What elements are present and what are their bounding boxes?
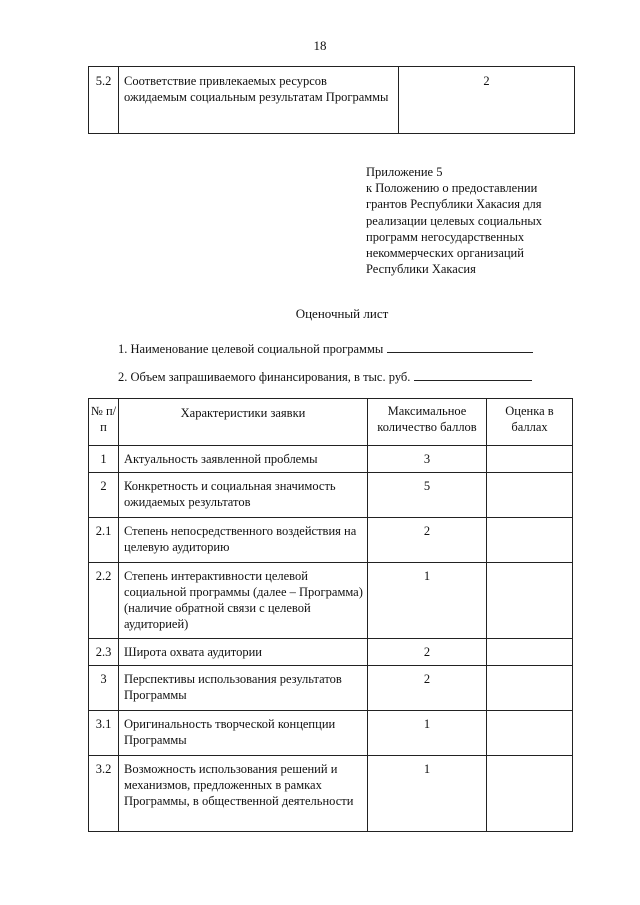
- row-evaluation-cell[interactable]: [487, 711, 573, 756]
- evaluation-table: [88, 398, 573, 832]
- row-characteristic: Возможность использования решений и механизмов, предложенных в рамках Программы, в общественной деятельности: [119, 756, 368, 832]
- table-row: [89, 639, 573, 666]
- row-evaluation-cell[interactable]: [487, 473, 573, 518]
- row-number: 3.2: [89, 756, 119, 832]
- row-text: Соответствие привлекаемых ресурсов ожидаемым социальным результатам Программы: [119, 67, 399, 134]
- row-number: 2.3: [89, 639, 119, 666]
- row-number: 1: [89, 446, 119, 473]
- funding-field: [118, 368, 532, 385]
- header-number: № п/п: [89, 399, 119, 446]
- table-header-row: [89, 399, 573, 446]
- funding-label: 2. Объем запрашиваемого финансирования, в тыс. руб.: [118, 370, 411, 384]
- table-row: [89, 563, 573, 639]
- table-row: [89, 67, 575, 134]
- row-characteristic: Конкретность и социальная значимость ожидаемых результатов: [119, 473, 368, 518]
- row-max-score: 1: [368, 563, 487, 639]
- table-row: [89, 711, 573, 756]
- row-evaluation-cell[interactable]: [487, 639, 573, 666]
- funding-blank[interactable]: [414, 368, 532, 381]
- table-row: [89, 666, 573, 711]
- appendix-line: к Положению о предоставлении: [366, 181, 538, 196]
- row-characteristic: Степень непосредственного воздействия на целевую аудиторию: [119, 518, 368, 563]
- row-evaluation-cell[interactable]: [487, 563, 573, 639]
- table-row: [89, 446, 573, 473]
- header-max-score: Максимальное количество баллов: [368, 399, 487, 446]
- row-characteristic: Перспективы использования результатов Программы: [119, 666, 368, 711]
- continuation-table: [88, 66, 575, 134]
- appendix-line: некоммерческих организаций: [366, 246, 524, 261]
- appendix-line: Приложение 5: [366, 165, 443, 179]
- sheet-title: Оценочный лист: [295, 306, 389, 321]
- row-evaluation-cell[interactable]: [487, 756, 573, 832]
- appendix-header: [366, 164, 596, 277]
- appendix-line: грантов Республики Хакасия для: [366, 197, 542, 212]
- row-evaluation-cell[interactable]: [487, 666, 573, 711]
- row-max-score: 1: [368, 756, 487, 832]
- appendix-line: программ негосударственных: [366, 229, 525, 244]
- program-name-blank[interactable]: [387, 340, 533, 353]
- program-name-field: [118, 340, 533, 357]
- row-evaluation-cell[interactable]: [487, 446, 573, 473]
- row-number: 2.2: [89, 563, 119, 639]
- row-number: 2: [89, 473, 119, 518]
- row-number: 3.1: [89, 711, 119, 756]
- row-max-score: 3: [368, 446, 487, 473]
- program-name-label: 1. Наименование целевой социальной программы: [118, 342, 384, 356]
- header-evaluation: Оценка в баллах: [487, 399, 573, 446]
- row-max-score: 2: [368, 666, 487, 711]
- appendix-line: реализации целевых социальных: [366, 213, 543, 228]
- row-number: 2.1: [89, 518, 119, 563]
- row-evaluation-cell[interactable]: [487, 518, 573, 563]
- row-max-score: 2: [368, 639, 487, 666]
- row-max-score: 5: [368, 473, 487, 518]
- appendix-line: Республики Хакасия: [366, 262, 476, 277]
- page-number: 18: [313, 38, 327, 53]
- row-number: 5.2: [89, 67, 119, 134]
- row-characteristic: Степень интерактивности целевой социальной программы (далее – Программа) (наличие обратной связи с целевой аудиторией): [119, 563, 368, 639]
- table-row: [89, 473, 573, 518]
- table-row: [89, 756, 573, 832]
- row-characteristic: Широта охвата аудитории: [119, 639, 368, 666]
- header-characteristics: Характеристики заявки: [119, 399, 368, 446]
- row-characteristic: Оригинальность творческой концепции Программы: [119, 711, 368, 756]
- row-max-score: 1: [368, 711, 487, 756]
- row-score: 2: [399, 67, 575, 134]
- row-max-score: 2: [368, 518, 487, 563]
- row-number: 3: [89, 666, 119, 711]
- table-row: [89, 518, 573, 563]
- row-characteristic: Актуальность заявленной проблемы: [119, 446, 368, 473]
